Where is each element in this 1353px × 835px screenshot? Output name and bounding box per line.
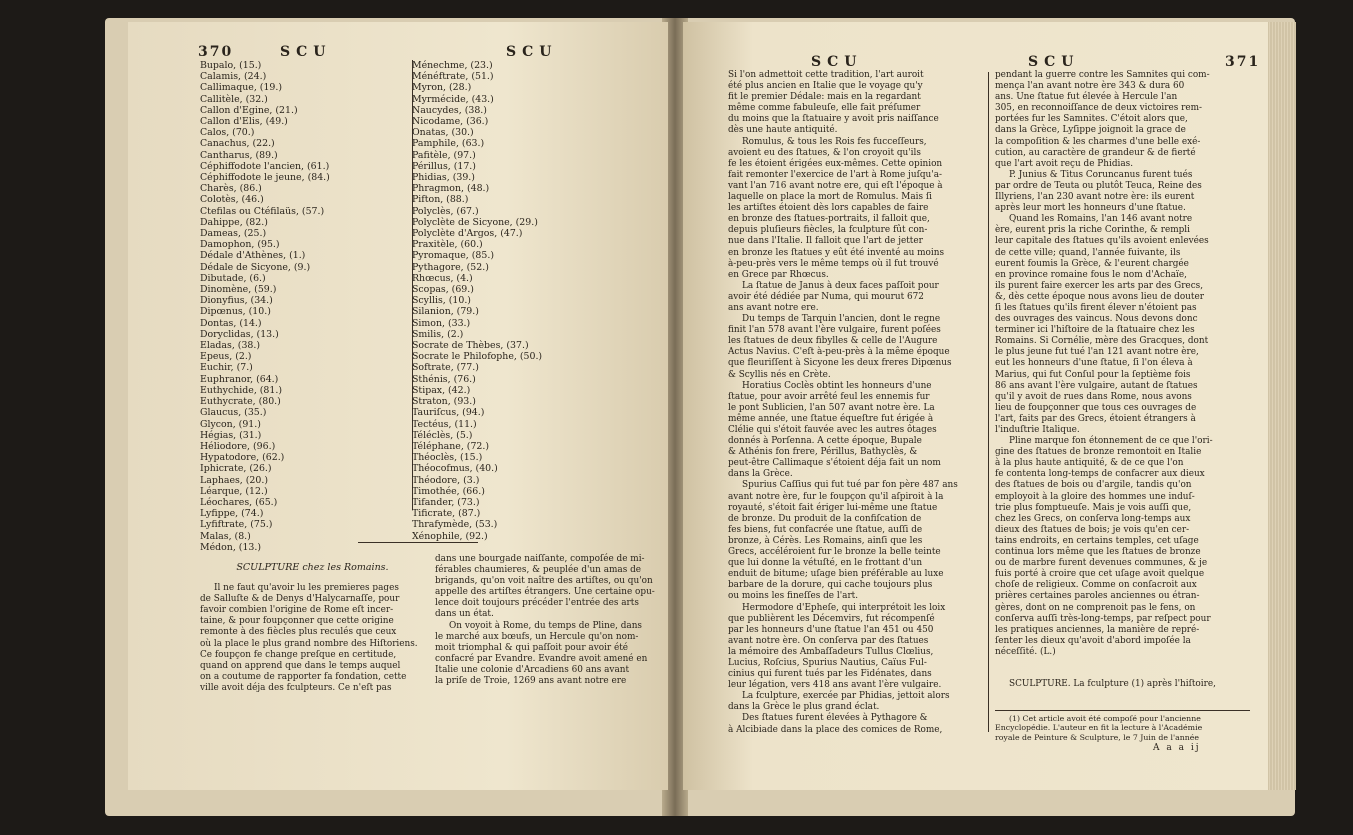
sculptor-entry: Lyfiftrate, (75.): [200, 519, 273, 531]
text-line: peut-être Callimaque s'étoient déja fait un nom: [728, 458, 941, 469]
sculptor-entry: Thrafymède, (53.): [412, 519, 498, 531]
text-line: P. Junius & Titus Coruncanus furent tués: [1009, 169, 1193, 180]
text-line: du moins que la ſtatuaire y avoit pris naiſſance: [728, 114, 939, 125]
text-line: gine des ſtatues de bronze remontoit en Italie: [995, 447, 1202, 458]
text-line: Marius, qui fut Conſul pour la ſeptième fois: [995, 369, 1191, 380]
text-line: laquelle on place la mort de Romulus. Mais ſi: [728, 192, 932, 203]
text-line: que lui donne la vétuſté, en le frottant d'un: [728, 558, 923, 569]
text-line: ans. Une ſtatue fut élevée à Hercule l'an: [995, 92, 1178, 103]
sculptor-entry: Ménechme, (23.): [412, 60, 493, 71]
text-line: même année, une ſtatue équeſtre fut érigée à: [728, 413, 934, 424]
sculptor-entry: Dédale de Sicyone, (9.): [200, 261, 311, 273]
text-line: fe contenta long-temps de confacrer aux dieux: [995, 469, 1205, 480]
sculptor-entry: Socrate de Thèbes, (37.): [412, 340, 529, 352]
sculptor-entry: Myrmécide, (43.): [412, 93, 494, 105]
text-line: confacré par Evandre. Evandre avoit amené en: [435, 653, 648, 664]
text-line: mença l'an avant notre ère 343 & dura 60: [995, 81, 1185, 92]
sculptor-entry: Pyromaque, (85.): [412, 250, 494, 262]
text-line: ville avoit déja des fculpteurs. Ce n'eſt pas: [200, 682, 392, 693]
sculptor-entry: Téléphane, (72.): [412, 440, 490, 452]
signature-mark: A a a ij: [1153, 743, 1201, 753]
sculptor-entry: Pafitèle, (97.): [412, 149, 476, 161]
text-line: avant notre ère, fur le foupçon qu'il aſpiroit à la: [728, 491, 944, 502]
text-line: Ce foupçon fe change preſque en certitude,: [200, 649, 397, 660]
text-line: l'art, faits par des Grecs, étoient étrangers à: [995, 413, 1196, 424]
text-line: &, dès cette époque nous avons lieu de douter: [995, 291, 1204, 302]
right-page: [683, 22, 1268, 790]
text-line: remonte à des fiècles plus reculés que ceux: [200, 627, 397, 638]
text-line: dieux des ſtatues de bois; je vois qu'en cer-: [995, 524, 1190, 535]
text-line: vant l'an 716 avant notre ere, qui eſt l'époque à: [728, 180, 943, 191]
sculptor-entry: Scopas, (69.): [412, 284, 474, 296]
text-line: on a coutume de rapporter fa fondation, cette: [200, 671, 407, 682]
text-line: que fleuriſſent à Sicyone les deux freres Dipœnus: [728, 358, 952, 369]
sculptor-entry: Softrate, (77.): [412, 362, 479, 374]
sculptor-entry: Médon, (13.): [200, 541, 262, 553]
text-line: la mémoire des Ambaſſadeurs Tullus Clœlius,: [728, 646, 934, 657]
sculptor-entry: Tauriſcus, (94.): [412, 407, 485, 419]
text-line: après leur mort les honneurs d'une ſtatue.: [995, 203, 1186, 214]
text-line: à Alcibiade dans la place des comices de Rome,: [728, 724, 943, 735]
sculptor-entry: Rhœcus, (4.): [412, 272, 473, 284]
sculptor-entry: Dionyfius, (34.): [200, 295, 273, 307]
text-line: brigands, qu'on voit naître des artiſtes, ou qu'on: [435, 576, 653, 587]
sculptor-entry: Téléclès, (5.): [412, 429, 473, 441]
text-line: qu'il y avoit de rues dans Rome, nous avons: [995, 391, 1192, 402]
text-line: cution, au caractère de grandeur & de fierté: [995, 147, 1196, 158]
sculptor-entry: Phidias, (39.): [412, 172, 475, 184]
left-header-right: SCU: [506, 44, 558, 60]
text-line: Hermodore d'Epheſe, qui interprétoit les loix: [742, 602, 946, 613]
text-line: enduit de bitume; uſage bien préférable au luxe: [728, 569, 944, 580]
text-line: chez les Grecs, on conſerva long-temps aux: [995, 513, 1191, 524]
text-line: continua lors même que les ſtatues de bronze: [995, 547, 1201, 558]
text-line: taine, & pour foupçonner que cette origine: [200, 616, 394, 627]
text-line: à la plus haute antiquité, & de ce que l'on: [995, 458, 1184, 469]
sculptor-entry: Dameas, (25.): [200, 228, 267, 240]
next-entry-line: SCULPTURE. La fculpture (1) après l'hiſtoire,: [1009, 679, 1216, 689]
text-line: dans une bourgade naiſſante, compoſée de mi-: [435, 554, 645, 564]
sculptor-entry: Laphaes, (20.): [200, 474, 268, 486]
sculptor-entry: Glycon, (91.): [200, 418, 261, 430]
text-line: moit triomphal & qui paſſoit pour avoir été: [435, 642, 629, 653]
left-page: [128, 22, 668, 790]
text-line: 86 ans avant l'ère vulgaire, autant de ſtatues: [995, 380, 1198, 391]
text-line: fit le premier Dédale: mais en la regardant: [728, 92, 921, 103]
text-line: lieu de foupçonner que tous ces ouvrages de: [995, 402, 1197, 413]
text-line: terminer ici l'hiſtoire de la ſtatuaire chez les: [995, 325, 1195, 336]
sculptor-entry: Lyfippe, (74.): [200, 508, 264, 520]
text-line: en province romaine fous le nom d'Achaïe,: [995, 269, 1187, 280]
footnote-line: Encyclopédie. L'auteur en fit la lecture à l'Académie: [995, 723, 1203, 733]
text-line: Pline marque fon étonnement de ce que l'ori-: [1009, 436, 1213, 447]
text-line: les artiſtes étoient dès lors capables de faire: [728, 203, 929, 214]
sculptor-entry: Euchir, (7.): [200, 362, 253, 374]
text-line: Romains. Si Cornélie, mère des Gracques, dont: [995, 336, 1209, 347]
text-line: & Athénis fon frere, Périllus, Bathyclès, &: [728, 447, 918, 458]
text-line: trie plus fomptueuſe. Mais je vois auſſi que,: [995, 502, 1192, 513]
sculptor-entry: Céphiffodote l'ancien, (61.): [200, 160, 330, 172]
sculptor-entry: Canachus, (22.): [200, 138, 275, 150]
sculptor-entry: Polyclète de Sicyone, (29.): [412, 216, 538, 228]
sculptor-entry: Straton, (93.): [412, 396, 476, 408]
text-line: employoit à la gloire des hommes une induſ-: [995, 491, 1195, 502]
text-line: ou moins les fineſſes de l'art.: [728, 591, 859, 602]
sculptor-entry: Malas, (8.): [200, 530, 251, 542]
text-line: par les honneurs d'une ſtatue l'an 451 ou 450: [728, 624, 934, 635]
text-line: ſi les ſtatues qu'ils firent élever n'étoient pas: [995, 302, 1197, 313]
text-line: leur légation, vers 418 ans avant l'ère vulgaire.: [728, 680, 942, 691]
text-line: dans la Grèce le plus grand éclat.: [728, 702, 880, 713]
text-line: ſtatue, pour avoir arrêté feul les ennemis fur: [728, 391, 930, 402]
intro-paragraph: [200, 583, 425, 694]
sculptor-entry: Dipœnus, (10.): [200, 306, 271, 318]
sculptor-entry: Charès, (86.): [200, 183, 262, 195]
sculptor-list-col2: [412, 60, 632, 542]
text-line: depuis pluſieurs fiècles, la fculpture fût con-: [728, 225, 928, 236]
text-line: néceſſité. (L.): [995, 646, 1056, 657]
sculptor-entry: Phragmon, (48.): [412, 183, 490, 195]
sculptor-entry: Timothée, (66.): [412, 485, 485, 497]
sculptor-entry: Pifton, (88.): [412, 194, 469, 206]
sculptor-entry: Hégias, (31.): [200, 429, 262, 441]
text-line: eut les honneurs d'une ſtatue, ſi l'on éleva à: [995, 358, 1193, 369]
sculptor-entry: Sthénis, (76.): [412, 373, 476, 385]
sculptor-entry: Scyllis, (10.): [412, 295, 471, 307]
text-line: ans avant notre ere.: [728, 302, 819, 313]
sculptor-entry: Polyclès, (67.): [412, 205, 479, 217]
sculptor-entry: Simon, (33.): [412, 317, 471, 329]
sculptor-entry: Naucydes, (38.): [412, 104, 487, 116]
section-title: SCULPTURE chez les Romains.: [236, 562, 389, 573]
sculptor-entry: Théocofmus, (40.): [412, 463, 498, 475]
text-line: royauté, s'étoit fait ériger lui-même une ſtatue: [728, 502, 938, 513]
text-line: l'induſtrie Italique.: [995, 425, 1080, 435]
text-line: prières certaines paroles anciennes ou étran-: [995, 591, 1200, 602]
text-line: ils purent faire exercer les arts par des Grecs,: [995, 280, 1204, 291]
text-line: le pont Sublicien, l'an 507 avant notre ère. La: [728, 402, 935, 413]
next-entry: [995, 679, 1250, 690]
sculptor-entry: Callon d'Elis, (49.): [200, 116, 288, 128]
sculptor-entry: Iphicrate, (26.): [200, 463, 272, 475]
sculptor-entry: Silanion, (79.): [412, 306, 479, 318]
sculptor-entry: Callitèle, (32.): [200, 93, 268, 105]
section-left-column: [200, 562, 425, 694]
footnote-rule: [995, 710, 1250, 711]
sculptor-entry: Polyclète d'Argos, (47.): [412, 228, 523, 240]
text-line: Si l'on admettoit cette tradition, l'art auroit: [728, 70, 924, 80]
text-line: leur capitale des ſtatues qu'ils avoient enlevées: [995, 236, 1209, 247]
text-line: quand on apprend que dans le temps auquel: [200, 660, 401, 671]
sculptor-entry: Tectéus, (11.): [412, 418, 477, 430]
sculptor-entry: Epeus, (2.): [200, 351, 252, 363]
text-line: été plus ancien en Italie que le voyage qu'y: [728, 81, 923, 92]
text-line: avoient eu des ſtatues, & l'on croyoit qu'ils: [728, 147, 921, 158]
sculptor-entry: Nicodame, (36.): [412, 116, 489, 128]
sculptor-entry: Onatas, (30.): [412, 127, 474, 139]
text-line: nue dans l'Italie. Il falloit que l'art de jetter: [728, 236, 923, 247]
sculptor-entry: Théodore, (3.): [412, 474, 480, 486]
left-header-left: SCU: [280, 44, 332, 60]
sculptor-list-col1: [200, 60, 400, 553]
text-line: les ſtatues de deux fibylles & celle de l'Augure: [728, 336, 938, 347]
text-line: de bronze. Du produit de la confiſcation de: [728, 513, 922, 524]
text-line: par ordre de Teuta ou plutôt Teuca, Reine des: [995, 180, 1202, 191]
text-line: la priſe de Troie, 1269 ans avant notre ere: [435, 676, 627, 687]
text-line: des ouvrages des vaincus. Nous devons donc: [995, 314, 1198, 325]
text-line: 305, en reconnoiſſance de deux victoires rem-: [995, 103, 1202, 114]
text-line: Des ſtatues furent élevées à Pythagore &: [742, 713, 928, 724]
text-line: où la place le plus grand nombre des Hiſtoriens.: [200, 638, 418, 649]
sculptor-entry: Léochares, (65.): [200, 496, 278, 508]
text-line: lence doit toujours précéder l'entrée des arts: [435, 598, 639, 609]
text-line: la compoſition & les charmes d'une belle exé-: [995, 136, 1201, 147]
text-line: Quand les Romains, l'an 146 avant notre: [1009, 214, 1193, 225]
text-line: & Scyllis nés en Crète.: [728, 369, 831, 380]
text-line: Illyriens, l'an 230 avant notre ère: ils eurent: [995, 192, 1195, 203]
left-page-number: 370: [198, 44, 234, 60]
sculptor-entry: Céphiffodote le jeune, (84.): [200, 172, 330, 184]
text-line: même comme fabuleuſe, elle fait préſumer: [728, 103, 921, 114]
text-line: cinius qui furent tués par les Fidénates, dans: [728, 669, 932, 680]
sculptor-entry: Tifander, (73.): [412, 496, 480, 508]
text-line: Lucius, Roſcius, Spurius Nautius, Caïus Ful-: [728, 657, 927, 668]
page-edges: [1268, 22, 1296, 790]
text-line: avant notre ère. On conſerva par des ſtatues: [728, 635, 929, 646]
footnote-line: (1) Cet article avoit été compoſé pour l'ancienne: [1009, 714, 1201, 723]
right-column-2: [995, 70, 1250, 658]
sculptor-entry: Euthycrate, (80.): [200, 396, 281, 408]
sculptor-entry: Périllus, (17.): [412, 160, 476, 172]
sculptor-entry: Doryclidas, (13.): [200, 328, 279, 340]
text-line: Horatius Coclès obtint les honneurs d'une: [742, 380, 932, 391]
text-line: dans la Grèce.: [728, 469, 793, 480]
text-line: barbare de la dorure, qui cache toujours plus: [728, 580, 933, 591]
text-line: gères, dont on ne comprenoit pas le fens, on: [995, 602, 1196, 613]
text-line: eurent foumis la Grèce, & l'eurent chargée: [995, 258, 1189, 269]
text-line: que publièrent les Décemvirs, fut récompenſé: [728, 613, 935, 624]
sculptor-entry: Héliodore, (96.): [200, 440, 276, 452]
sculptor-entry: Bupalo, (15.): [200, 60, 262, 71]
text-line: favoir combien l'origine de Rome eſt incer-: [200, 605, 394, 616]
text-line: en Grece par Rhœcus.: [728, 269, 829, 280]
text-line: Italie une colonie d'Arcadiens 60 ans avant: [435, 664, 630, 675]
text-line: les pratiques anciennes, la manière de repré-: [995, 624, 1200, 635]
sculptor-entry: Myron, (28.): [412, 82, 472, 94]
text-line: férables chaumieres, & peuplée d'un amas de: [435, 565, 642, 576]
text-line: Il ne faut qu'avoir lu les premieres pages: [214, 583, 399, 594]
sculptor-entry: Tificrate, (87.): [412, 508, 481, 520]
text-line: Romulus, & tous les Rois fes fucceſſeurs,: [742, 136, 927, 147]
text-line: appelle des artiſtes étrangers. Une certaine opu-: [435, 587, 655, 598]
sculptor-entry: Dibutade, (6.): [200, 272, 266, 284]
text-line: à-peu-près vers le même temps où il fut trouvé: [728, 258, 939, 269]
text-line: le plus jeune fut tué l'an 121 avant notre ère,: [995, 347, 1199, 358]
sculptor-entry: Xénophile, (92.): [412, 530, 488, 542]
text-line: conſerva auſſi très-long-temps, par reſpect pour: [995, 613, 1211, 624]
sculptor-entry: Dinomène, (59.): [200, 284, 277, 296]
text-line: tains endroits, en certains temples, cet uſage: [995, 535, 1199, 546]
sculptor-entry: Euthychide, (81.): [200, 384, 283, 396]
right-column-1: [728, 70, 983, 736]
footnote-line: royale de Peinture & Sculpture, le 7 Juin de l'année: [995, 732, 1200, 742]
text-line: Du temps de Tarquin l'ancien, dont le regne: [742, 314, 941, 325]
text-line: de Salluſte & de Denys d'Halycarnaſſe, pour: [200, 594, 400, 605]
text-line: fes biens, fut confacrée une ſtatue, auſſi de: [728, 524, 923, 535]
sculptor-entry: Callon d'Egine, (21.): [200, 104, 298, 116]
text-line: ſenter les dieux qu'avoit d'abord impoſée la: [995, 635, 1191, 646]
text-line: ère, eurent pris la riche Corinthe, & rempli: [995, 225, 1190, 236]
right-header-left: SCU: [811, 54, 863, 70]
sculptor-entry: Calamis, (24.): [200, 71, 267, 83]
text-line: finit l'an 578 avant l'ère vulgaire, furent poſées: [728, 325, 941, 336]
text-line: des ſtatues de bois ou d'argile, tandis qu'on: [995, 480, 1192, 491]
text-line: le marché aux bœufs, un Hercule qu'on nom-: [435, 631, 639, 642]
text-line: Grecs, accéléroient fur le bronze la belle teinte: [728, 547, 941, 558]
text-line: portées fur les Samnites. C'étoit alors que,: [995, 114, 1188, 125]
text-line: avoir été dédiée par Numa, qui mourut 672: [728, 291, 924, 302]
text-line: de cette ville; quand, l'année fuivante, ils: [995, 247, 1181, 258]
sculptor-entry: Glaucus, (35.): [200, 407, 267, 419]
text-line: fe les étoient érigées eux-mêmes. Cette opinion: [728, 158, 943, 169]
sculptor-entry: Cantharus, (89.): [200, 149, 278, 161]
sculptor-entry: Calos, (70.): [200, 127, 255, 139]
text-line: que l'art avoit reçu de Phidias.: [995, 158, 1134, 169]
sculptor-entry: Damophon, (95.): [200, 239, 280, 251]
text-line: dans un état.: [435, 609, 494, 620]
footnote: [995, 714, 1250, 742]
text-line: dans la Grèce, Lyſippe joignoit la grace de: [995, 125, 1186, 136]
sculptor-entry: Pythagore, (52.): [412, 261, 489, 273]
sculptor-entry: Euphranor, (64.): [200, 373, 279, 385]
sculptor-entry: Léarque, (12.): [200, 485, 268, 497]
sculptor-entry: Eladas, (38.): [200, 340, 261, 352]
sculptor-entry: Callimaque, (19.): [200, 82, 283, 94]
text-line: La ſtatue de Janus à deux faces paſſoit pour: [742, 280, 939, 291]
sculptor-entry: Ménéftrate, (51.): [412, 71, 494, 83]
sculptor-entry: Pamphile, (63.): [412, 138, 485, 150]
text-line: Actus Navius. C'eſt à-peu-près à la même époque: [728, 347, 950, 358]
text-line: Clélie qui s'étoit fauvée avec les autres ôtages: [728, 425, 937, 435]
sculptor-entry: Dontas, (14.): [200, 317, 262, 329]
text-line: fait remonter l'exercice de l'art à Rome juſqu'a-: [728, 169, 942, 180]
sculptor-entry: Stipax, (42.): [412, 384, 471, 396]
sculptor-entry: Dahippe, (82.): [200, 216, 268, 228]
text-line: choſe de religieux. Comme on conſacroit aux: [995, 580, 1197, 591]
right-header-right: SCU: [1028, 54, 1080, 70]
text-line: donnés à Porſenna. A cette époque, Bupale: [728, 436, 922, 447]
text-line: pendant la guerre contre les Samnites qui com-: [995, 70, 1210, 80]
sculptor-entry: Théoclès, (15.): [412, 452, 483, 464]
text-line: Spurius Caſſius qui fut tué par fon père 487 ans: [742, 480, 958, 491]
sculptor-entry: Ctefilas ou Ctéfilaüs, (57.): [200, 205, 325, 217]
sculptor-entry: Praxitèle, (60.): [412, 239, 483, 251]
section-right-column: [435, 554, 655, 687]
sculptor-entry: Dédale d'Athènes, (1.): [200, 250, 306, 262]
text-line: en bronze des ſtatues-portraits, il falloit que,: [728, 214, 930, 225]
text-line: en bronze les ſtatues y eût été inventé au moins: [728, 247, 944, 258]
sculptor-entry: Smilis, (2.): [412, 328, 464, 340]
text-line: fuis porté à croire que cet uſage avoit quelque: [995, 569, 1205, 580]
text-line: ou de marbre furent devenues communes, & je: [995, 558, 1208, 569]
sculptor-entry: Hypatodore, (62.): [200, 452, 285, 464]
column-divider-right: [988, 72, 989, 732]
section-rule: [358, 542, 478, 543]
right-page-number: 371: [1225, 54, 1261, 70]
sculptor-entry: Socrate le Philofophe, (50.): [412, 351, 543, 363]
text-line: On voyoit à Rome, du temps de Pline, dans: [449, 620, 642, 631]
text-line: dès une haute antiquité.: [728, 125, 838, 136]
text-line: La fculpture, exercée par Phidias, jettoit alors: [742, 691, 950, 702]
text-line: bronze, à Cérès. Les Romains, ainſi que les: [728, 535, 923, 546]
sculptor-entry: Colotès, (46.): [200, 194, 264, 206]
